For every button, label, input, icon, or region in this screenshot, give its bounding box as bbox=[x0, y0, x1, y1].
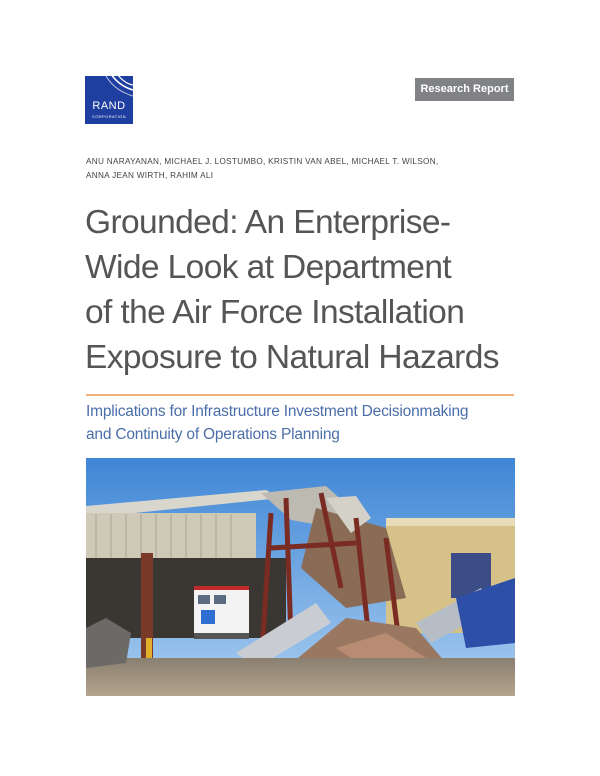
title-line-1: Grounded: An Enterprise- bbox=[85, 204, 451, 241]
report-subtitle bbox=[86, 400, 526, 446]
title-line-4: Exposure to Natural Hazards bbox=[85, 339, 499, 376]
authors bbox=[86, 155, 526, 183]
title-divider bbox=[86, 394, 514, 396]
authors-line-2: ANNA JEAN WIRTH, RAHIM ALI bbox=[86, 171, 214, 180]
authors-line-1: ANU NARAYANAN, MICHAEL J. LOSTUMBO, KRISTIN VAN ABEL, MICHAEL T. WILSON, bbox=[86, 157, 439, 166]
subtitle-line-2: and Continuity of Operations Planning bbox=[86, 426, 340, 443]
title-line-2: Wide Look at Department bbox=[85, 249, 452, 286]
report-type-badge: Research Report bbox=[415, 78, 514, 101]
rand-logo bbox=[85, 76, 133, 124]
title-line-3: of the Air Force Installation bbox=[85, 294, 465, 331]
rand-logo-word: RAND bbox=[92, 100, 126, 112]
rand-logo-sub: CORPORATION bbox=[92, 114, 126, 119]
report-title bbox=[85, 200, 525, 380]
subtitle-line-1: Implications for Infrastructure Investment Decisionmaking bbox=[86, 403, 469, 420]
cover-photo-damaged-hangar bbox=[86, 458, 515, 696]
